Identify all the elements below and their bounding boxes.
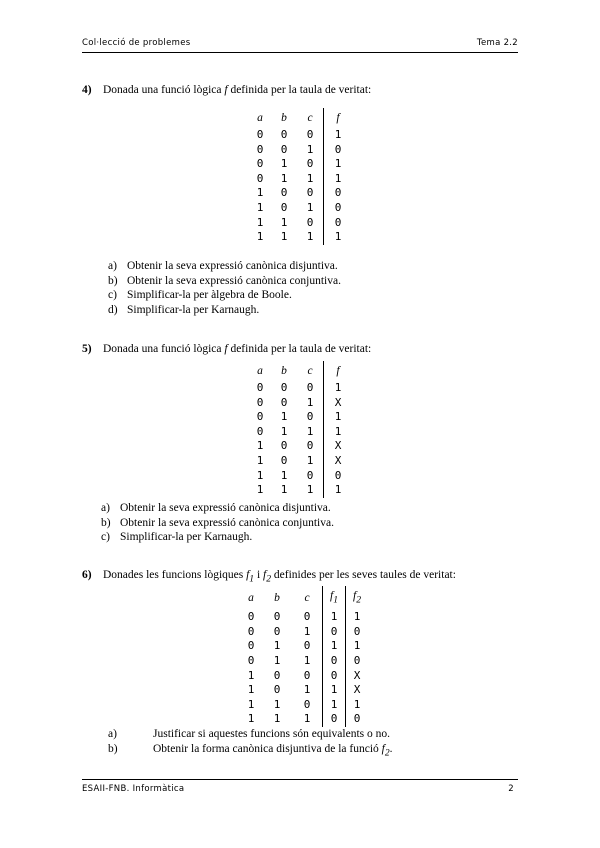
table-cell: 1	[280, 171, 288, 185]
table-row	[249, 157, 352, 172]
table-cell: 1	[280, 410, 288, 424]
table-cell: 0	[324, 201, 353, 216]
table-cell: 1	[306, 142, 314, 156]
table-cell: 0	[306, 186, 314, 200]
table-cell: 1	[324, 483, 353, 498]
table-cell: 0	[346, 712, 369, 727]
table-cell: 1	[306, 483, 314, 497]
item-text: Simplificar-la per àlgebra de Boole.	[127, 289, 292, 301]
table-cell: 1	[273, 712, 281, 726]
table-cell: 1	[273, 697, 281, 711]
table-cell: 0	[306, 128, 314, 141]
item-text: Obtenir la seva expressió canònica disjuntiva.	[120, 502, 331, 514]
table-cell: 1	[256, 215, 264, 229]
column-header: a	[257, 112, 263, 124]
table-cell: 0	[273, 683, 281, 697]
item-text: Obtenir la seva expressió canònica conjuntiva.	[120, 516, 334, 529]
table-cell: X	[324, 454, 353, 469]
table-cell: 0	[256, 424, 264, 438]
list-item: b) Obtenir la forma canònica disjuntiva de la funció $f_2$.	[108, 742, 393, 758]
table-cell: 1	[256, 439, 264, 453]
table-row	[249, 128, 352, 143]
list-item	[108, 274, 341, 289]
column-header: $f_1$	[323, 586, 346, 610]
problem-6-statement: 6) Donades les funcions lògiques $f_1$ i $f_2$ definides per les seves taules de veritat:	[82, 569, 456, 585]
table-cell: 0	[303, 668, 311, 682]
table-cell: 0	[280, 381, 288, 394]
table-cell: 0	[280, 128, 288, 141]
table-cell: 0	[280, 395, 288, 409]
header-topic: Tema 2.2	[476, 38, 518, 48]
table-cell: 1	[280, 215, 288, 229]
table-cell: 1	[280, 230, 288, 244]
table-cell: 0	[273, 668, 281, 682]
table-cell: 1	[256, 483, 264, 497]
table-row	[249, 425, 352, 440]
column-header: b	[274, 592, 280, 605]
table-cell: 0	[256, 171, 264, 185]
table-cell: 0	[324, 469, 353, 484]
table-cell: 0	[256, 395, 264, 409]
table-cell: 0	[306, 439, 314, 453]
table-cell: 1	[346, 639, 369, 654]
table-cell: 1	[346, 698, 369, 713]
table-row	[249, 381, 352, 396]
table-row	[249, 469, 352, 484]
column-header: b	[281, 112, 287, 124]
list-item	[101, 501, 334, 516]
truth-table-4	[249, 108, 352, 245]
table-cell: 1	[324, 230, 353, 245]
table-cell: 0	[256, 381, 264, 394]
problem-5-tasks	[101, 501, 334, 545]
column-header: c	[307, 365, 313, 377]
table-cell: 0	[247, 639, 255, 653]
table-row	[240, 625, 368, 640]
table-cell: X	[346, 669, 369, 684]
table-cell: 0	[256, 128, 264, 141]
table-row	[249, 143, 352, 158]
table-row	[240, 610, 368, 625]
table-cell: 1	[280, 483, 288, 497]
item-label: a)	[108, 260, 117, 272]
table-cell: 1	[280, 424, 288, 438]
table-row	[249, 396, 352, 411]
list-item	[108, 727, 393, 742]
table-cell: 0	[256, 410, 264, 424]
table-row	[249, 186, 352, 201]
table-cell: 1	[346, 610, 369, 625]
item-label: d)	[108, 303, 118, 316]
table-cell: 0	[323, 712, 346, 727]
table-cell: 0	[247, 624, 255, 638]
table-cell: 1	[256, 468, 264, 482]
table-row	[240, 654, 368, 669]
table-cell: 1	[256, 200, 264, 214]
table-row	[240, 639, 368, 654]
table-cell: 0	[280, 142, 288, 156]
table-cell: 0	[247, 654, 255, 668]
table-cell: 1	[280, 468, 288, 482]
table-cell: 0	[303, 639, 311, 653]
table-row	[249, 230, 352, 245]
list-item	[108, 303, 341, 318]
table-row	[240, 698, 368, 713]
table-cell: 0	[303, 610, 311, 624]
list-item	[108, 288, 341, 303]
table-cell: 1	[323, 610, 346, 625]
column-header: f	[324, 108, 353, 128]
table-cell: 1	[306, 453, 314, 467]
table-cell: 1	[247, 712, 255, 726]
table-cell: 0	[247, 610, 255, 624]
column-header: a	[248, 592, 254, 605]
table-row	[249, 201, 352, 216]
page-number: 2	[508, 784, 514, 794]
item-label: a)	[108, 728, 117, 740]
table-cell: 0	[273, 624, 281, 638]
column-header: b	[281, 365, 287, 377]
table-cell: X	[346, 683, 369, 698]
column-header: f	[324, 361, 353, 381]
item-label: b)	[101, 516, 111, 529]
table-cell: 0	[256, 157, 264, 171]
column-header: a	[257, 365, 263, 377]
table-cell: 1	[280, 157, 288, 171]
table-cell: 1	[306, 171, 314, 185]
table-cell: 0	[280, 200, 288, 214]
table-cell: 0	[306, 381, 314, 394]
table-cell: 1	[247, 668, 255, 682]
table-cell: 0	[323, 625, 346, 640]
table-row	[249, 454, 352, 469]
table-cell: 1	[306, 395, 314, 409]
table-cell: 1	[273, 654, 281, 668]
table-cell: 1	[306, 230, 314, 244]
table-cell: 1	[324, 410, 353, 425]
item-text: Simplificar-la per Karnaugh.	[120, 531, 253, 543]
list-item	[101, 530, 334, 545]
table-cell: 1	[324, 425, 353, 440]
column-header: $f_2$	[346, 586, 369, 610]
table-cell: 1	[323, 683, 346, 698]
table-cell: 1	[247, 697, 255, 711]
page-header	[82, 38, 518, 53]
table-cell: 0	[324, 186, 353, 201]
item-text: Simplificar-la per Karnaugh.	[127, 303, 260, 316]
column-header: c	[307, 112, 313, 124]
table-cell: 0	[273, 610, 281, 624]
table-row	[249, 439, 352, 454]
table-cell: 1	[306, 424, 314, 438]
table-cell: 0	[306, 157, 314, 171]
item-label: b)	[108, 742, 118, 755]
table-cell: 0	[324, 143, 353, 158]
item-text: Justificar si aquestes funcions són equivalents o no.	[153, 728, 390, 740]
table-row	[249, 216, 352, 231]
table-cell: 1	[323, 698, 346, 713]
item-label: c)	[108, 289, 117, 301]
table-cell: 0	[280, 453, 288, 467]
table-cell: 0	[306, 468, 314, 482]
list-item	[101, 516, 334, 531]
problem-4-statement: 4) Donada una funció lògica f definida per la taula de veritat:	[82, 84, 372, 96]
table-cell: 0	[346, 654, 369, 669]
problem-5-statement: 5) Donada una funció lògica f definida per la taula de veritat:	[82, 343, 372, 355]
table-row	[240, 669, 368, 684]
table-cell: 0	[280, 186, 288, 200]
table-row	[240, 712, 368, 727]
table-row	[249, 172, 352, 187]
table-cell: 1	[303, 683, 311, 697]
problem-number: 6)	[82, 569, 92, 581]
table-cell: 1	[303, 712, 311, 726]
table-cell: 1	[273, 639, 281, 653]
table-cell: X	[324, 396, 353, 411]
table-cell: 1	[256, 453, 264, 467]
item-label: b)	[108, 274, 118, 287]
item-text: Obtenir la seva expressió canònica disjuntiva.	[127, 260, 338, 272]
table-row	[249, 410, 352, 425]
table-cell: 0	[306, 410, 314, 424]
table-cell: 0	[324, 216, 353, 231]
list-item	[108, 259, 341, 274]
table-cell: 1	[247, 683, 255, 697]
table-cell: 0	[306, 215, 314, 229]
table-cell: 0	[280, 439, 288, 453]
problem-4-tasks	[108, 259, 341, 317]
table-cell: 0	[323, 654, 346, 669]
problem-number: 5)	[82, 343, 92, 355]
table-cell: 1	[324, 128, 353, 143]
table-cell: 1	[303, 624, 311, 638]
table-cell: 0	[303, 697, 311, 711]
item-label: a)	[101, 502, 110, 514]
problem-number: 4)	[82, 84, 92, 96]
table-cell: 0	[256, 142, 264, 156]
table-row	[249, 483, 352, 498]
table-cell: 1	[324, 157, 353, 172]
table-cell: 1	[324, 381, 353, 396]
problem-6-tasks	[108, 727, 393, 756]
table-row	[240, 683, 368, 698]
column-header: c	[304, 592, 310, 605]
truth-table-5	[249, 361, 352, 498]
item-text: Obtenir la seva expressió canònica conjuntiva.	[127, 274, 341, 287]
table-cell: 1	[256, 186, 264, 200]
footer-course: ESAII-FNB. Informàtica	[82, 784, 185, 794]
header-title: Col·lecció de problemes	[82, 38, 191, 48]
table-cell: X	[324, 439, 353, 454]
table-cell: 1	[323, 639, 346, 654]
item-label: c)	[101, 531, 110, 543]
table-cell: 1	[324, 172, 353, 187]
table-cell: 1	[306, 200, 314, 214]
table-cell: 1	[303, 654, 311, 668]
page-footer	[82, 779, 518, 795]
table-cell: 1	[256, 230, 264, 244]
truth-table-6	[240, 586, 368, 727]
table-cell: 0	[346, 625, 369, 640]
table-cell: 0	[323, 669, 346, 684]
